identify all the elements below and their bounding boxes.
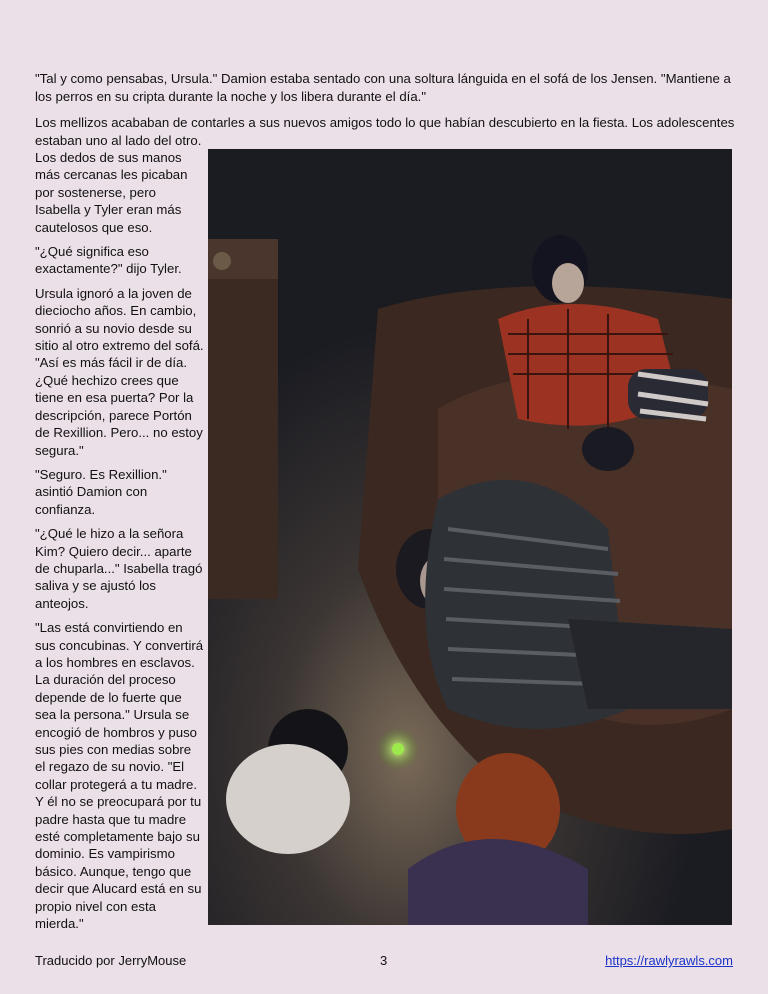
column-paragraph: Los dedos de sus manos más cercanas les picaban por sostenerse, pero Isabella y Tyler eran más cautelosos que eso. bbox=[35, 150, 188, 235]
column-paragraph: "¿Qué significa eso exactamente?" dijo Tyler. bbox=[35, 244, 182, 277]
column-paragraph: Ursula ignoró a la joven de dieciocho años. En cambio, sonrió a su novio desde su sitio al otro extremo del sofá. "Así es más fácil ir de día. ¿Qué hechizo crees que tiene en esa puerta? Por la descripción, parece Portón de Rexillion. Pero... no estoy segura." bbox=[35, 285, 204, 458]
column-paragraph: "Seguro. Es Rexillion." asintió Damion con confianza. bbox=[35, 466, 167, 517]
paragraph-top-2: Los mellizos acababan de contarles a sus nuevos amigos todo lo que habían descubierto en la fiesta. Los adolescentes estaban uno al lado del otro. bbox=[35, 115, 735, 148]
page-number: 3 bbox=[380, 953, 388, 968]
paragraph-top-1: "Tal y como pensabas, Ursula." Damion estaba sentado con una soltura lánguida en el sofá de los Jensen. "Mantiene a los perros en su cripta durante la noche y los libera durante el día." bbox=[35, 71, 731, 104]
website-link[interactable]: https://rawlyrawls.com bbox=[605, 953, 733, 968]
column-paragraph: "Las está convirtiendo en sus concubinas. Y convertirá a los hombres en esclavos. La duración del proceso depende de lo fuerte que sea la persona." Ursula se encogió de hombros y puso sus pies con medias sobre el regazo de su novio. "El collar protegerá a tu madre. Y él no se preocupará por tu padre hasta que tu madre esté completamente bajo su dominio. Es vampirismo básico. Aunque, tengo que decir que Alucard está en su propio nivel con esta mierda." bbox=[35, 620, 204, 932]
translator-credit: Traducido por JerryMouse bbox=[35, 953, 187, 968]
story-illustration bbox=[208, 149, 732, 925]
illustration-art bbox=[208, 149, 732, 925]
text-column bbox=[35, 149, 205, 939]
page-footer bbox=[35, 953, 733, 971]
column-paragraph: "¿Qué le hizo a la señora Kim? Quiero decir... aparte de chuparla..." Isabella tragó saliva y se ajustó los anteojos. bbox=[35, 526, 203, 611]
